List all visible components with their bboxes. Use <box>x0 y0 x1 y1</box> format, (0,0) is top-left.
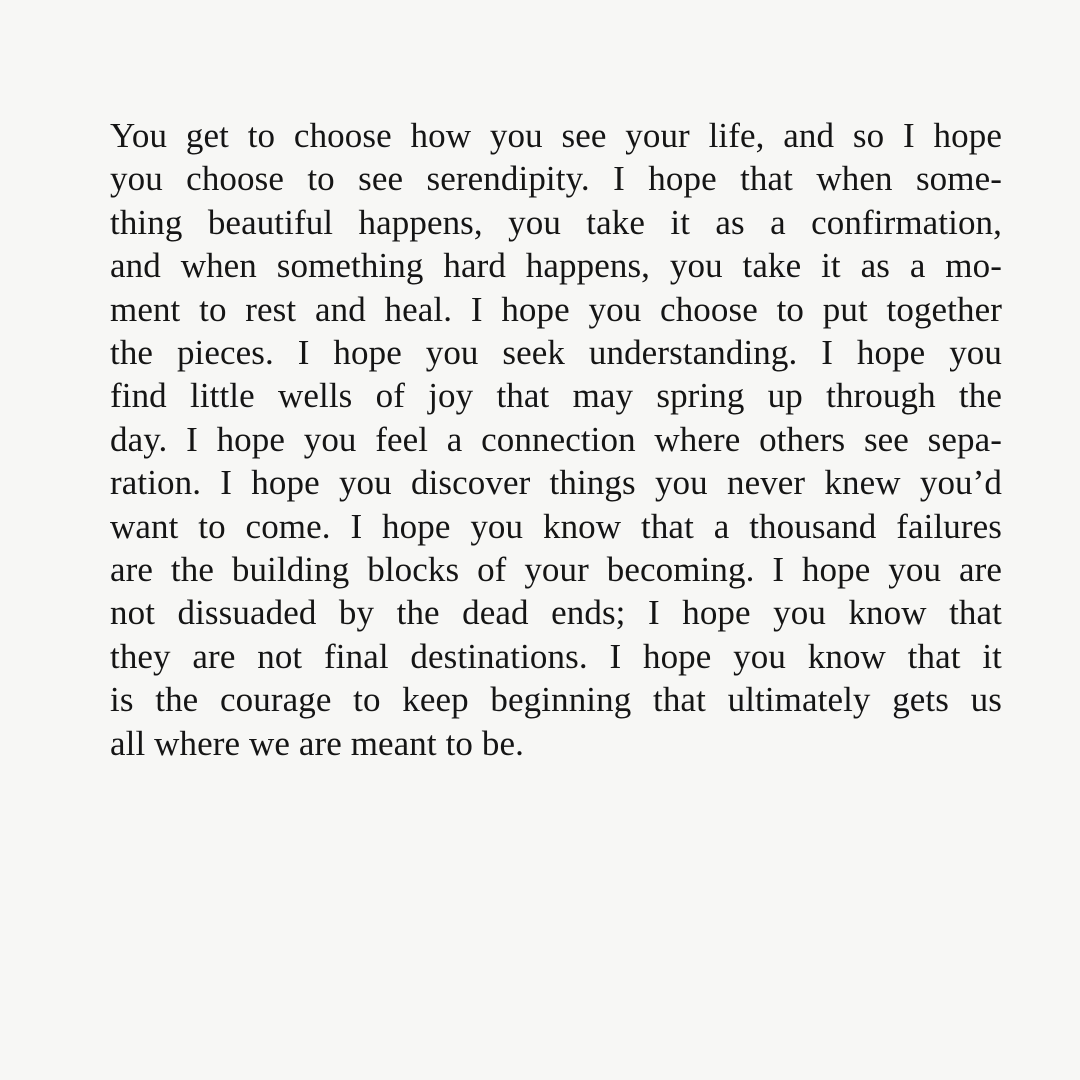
passage-line-4: and when something hard happens, you take it as a mo- <box>110 246 1002 286</box>
passage-line-12: not dissuaded by the dead ends; I hope you know that <box>110 593 1002 633</box>
passage-line-13: they are not final destinations. I hope you know that it <box>110 636 1002 676</box>
passage-line-9: ration. I hope you discover things you never knew you’d <box>110 463 1002 503</box>
passage-line-11: are the building blocks of your becoming. I hope you are <box>110 550 1002 590</box>
passage-line-3: thing beautiful happens, you take it as a confirmation, <box>110 202 1002 242</box>
passage-line-2: you choose to see serendipity. I hope that when some- <box>110 159 1002 199</box>
passage-line-10: want to come. I hope you know that a thousand failures <box>110 506 1002 546</box>
quote-passage <box>110 114 1010 765</box>
passage-line-7: find little wells of joy that may spring up through the <box>110 376 1002 416</box>
passage-line-8: day. I hope you feel a connection where others see sepa- <box>110 419 1002 459</box>
passage-line-15: all where we are meant to be. <box>110 723 524 763</box>
passage-line-6: the pieces. I hope you seek understanding. I hope you <box>110 333 1002 373</box>
passage-line-5: ment to rest and heal. I hope you choose to put together <box>110 289 1002 329</box>
passage-line-1: You get to choose how you see your life, and so I hope <box>110 116 1002 155</box>
passage-line-14: is the courage to keep beginning that ultimately gets us <box>110 680 1002 720</box>
